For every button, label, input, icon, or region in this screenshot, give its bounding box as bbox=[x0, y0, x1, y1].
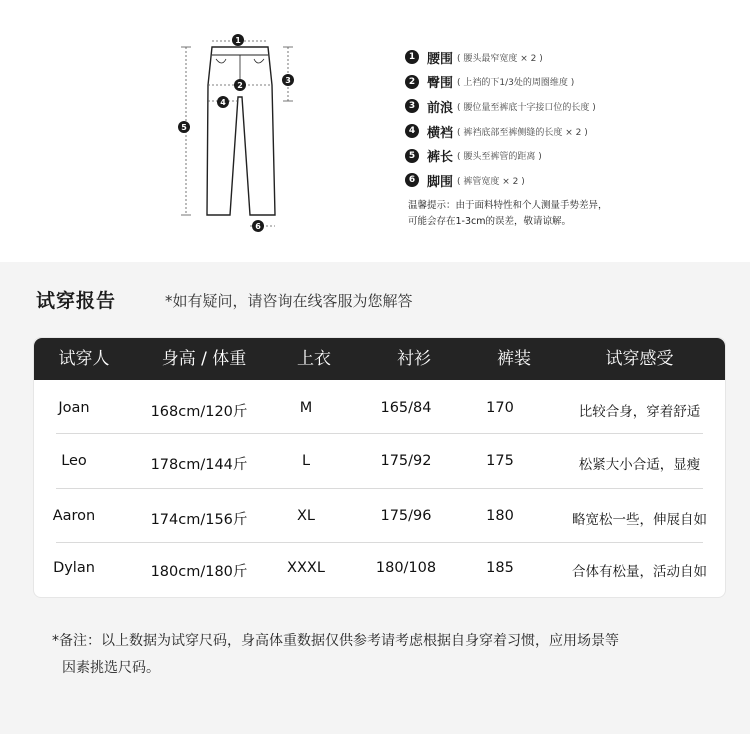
legend-label: 前浪 bbox=[427, 100, 454, 116]
cell-shirt: 165/84 bbox=[380, 400, 432, 416]
svg-text:3: 3 bbox=[285, 76, 291, 85]
legend-item bbox=[405, 168, 596, 193]
column-header: 试穿感受 bbox=[605, 349, 674, 369]
cell-height-weight: 180cm/180斤 bbox=[150, 564, 248, 580]
legend-item bbox=[405, 70, 596, 95]
row-divider bbox=[56, 433, 703, 434]
legend-label: 臀围 bbox=[427, 76, 454, 92]
legend-label: 裤长 bbox=[427, 150, 454, 166]
legend-item bbox=[405, 45, 596, 70]
marker-6 bbox=[252, 220, 264, 232]
size-guide-section bbox=[0, 0, 750, 262]
legend-item bbox=[405, 94, 596, 119]
cell-feedback: 比较合身，穿着舒适 bbox=[578, 404, 701, 420]
svg-text:6: 6 bbox=[255, 222, 261, 231]
svg-text:5: 5 bbox=[181, 123, 187, 132]
legend-desc: ( 腰头最窄宽度 × 2 ) bbox=[457, 53, 543, 64]
legend-desc: ( 裤管宽度 × 2 ) bbox=[457, 176, 525, 187]
try-on-table bbox=[33, 337, 726, 598]
footnote-line: *备注：以上数据为试穿尺码，身高体重数据仅供参考请考虑根据自身穿着习惯，应用场景等 bbox=[52, 633, 619, 649]
cell-height-weight: 168cm/120斤 bbox=[150, 404, 248, 420]
measurement-legend bbox=[405, 45, 596, 193]
marker-2 bbox=[234, 79, 246, 91]
cell-pants: 180 bbox=[486, 508, 514, 524]
cell-top: XL bbox=[296, 508, 315, 524]
marker-4 bbox=[217, 96, 229, 108]
report-note: *如有疑问，请咨询在线客服为您解答 bbox=[165, 292, 413, 310]
cell-feedback: 略宽松一些，伸展自如 bbox=[572, 512, 707, 528]
legend-desc: ( 腰头至裤管的距离 ) bbox=[457, 152, 542, 163]
marker-1 bbox=[232, 34, 244, 46]
tip-line: 可能会存在1-3cm的误差，敬请谅解。 bbox=[408, 216, 571, 227]
row-divider bbox=[56, 488, 703, 489]
cell-shirt: 180/108 bbox=[375, 560, 437, 576]
column-header: 试穿人 bbox=[58, 349, 110, 369]
number-badge: 5 bbox=[405, 149, 419, 163]
legend-label: 横裆 bbox=[427, 125, 454, 141]
cell-pants: 185 bbox=[486, 560, 514, 576]
number-badge: 2 bbox=[405, 75, 419, 89]
cell-feedback: 松紧大小合适，显瘦 bbox=[578, 457, 701, 473]
cell-height-weight: 178cm/144斤 bbox=[150, 457, 248, 473]
marker-5 bbox=[178, 121, 190, 133]
legend-item bbox=[405, 143, 596, 168]
legend-desc: ( 上裆的下1/3处的周圈维度 ) bbox=[457, 78, 575, 89]
table-header bbox=[34, 338, 725, 380]
cell-name: Leo bbox=[61, 453, 87, 469]
footnote bbox=[52, 628, 619, 682]
cell-name: Joan bbox=[58, 400, 90, 416]
svg-text:2: 2 bbox=[237, 81, 243, 90]
row-divider bbox=[56, 542, 703, 543]
measurement-tip bbox=[408, 198, 608, 230]
number-badge: 4 bbox=[405, 124, 419, 138]
pants-diagram bbox=[170, 25, 310, 240]
cell-top: M bbox=[299, 400, 313, 416]
cell-shirt: 175/96 bbox=[380, 508, 432, 524]
number-badge: 3 bbox=[405, 99, 419, 113]
report-title: 试穿报告 bbox=[36, 290, 117, 312]
legend-label: 脚围 bbox=[427, 174, 454, 190]
legend-desc: ( 裤裆底部至裤侧缝的长度 × 2 ) bbox=[457, 127, 588, 138]
column-header: 衬衫 bbox=[397, 349, 431, 369]
cell-pants: 175 bbox=[486, 453, 514, 469]
number-badge: 1 bbox=[405, 50, 419, 64]
legend-item bbox=[405, 119, 596, 144]
tip-line: 温馨提示：由于面料特性和个人测量手势差异， bbox=[408, 200, 608, 211]
cell-name: Dylan bbox=[53, 560, 95, 576]
column-header: 裤装 bbox=[497, 349, 531, 369]
legend-label: 腰围 bbox=[427, 51, 454, 67]
column-header: 身高 / 体重 bbox=[161, 349, 247, 369]
cell-name: Aaron bbox=[52, 508, 96, 524]
number-badge: 6 bbox=[405, 173, 419, 187]
footnote-line: 因素挑选尺码。 bbox=[62, 660, 160, 676]
legend-desc: ( 腰位量至裤底十字接口位的长度 ) bbox=[457, 102, 596, 113]
svg-text:1: 1 bbox=[235, 36, 241, 45]
cell-shirt: 175/92 bbox=[380, 453, 432, 469]
cell-feedback: 合体有松量，活动自如 bbox=[572, 564, 707, 580]
cell-height-weight: 174cm/156斤 bbox=[150, 512, 248, 528]
cell-top: XXXL bbox=[287, 560, 325, 576]
svg-text:4: 4 bbox=[220, 98, 226, 107]
cell-pants: 170 bbox=[486, 400, 514, 416]
column-header: 上衣 bbox=[297, 349, 331, 369]
marker-3 bbox=[282, 74, 294, 86]
cell-top: L bbox=[301, 453, 311, 469]
